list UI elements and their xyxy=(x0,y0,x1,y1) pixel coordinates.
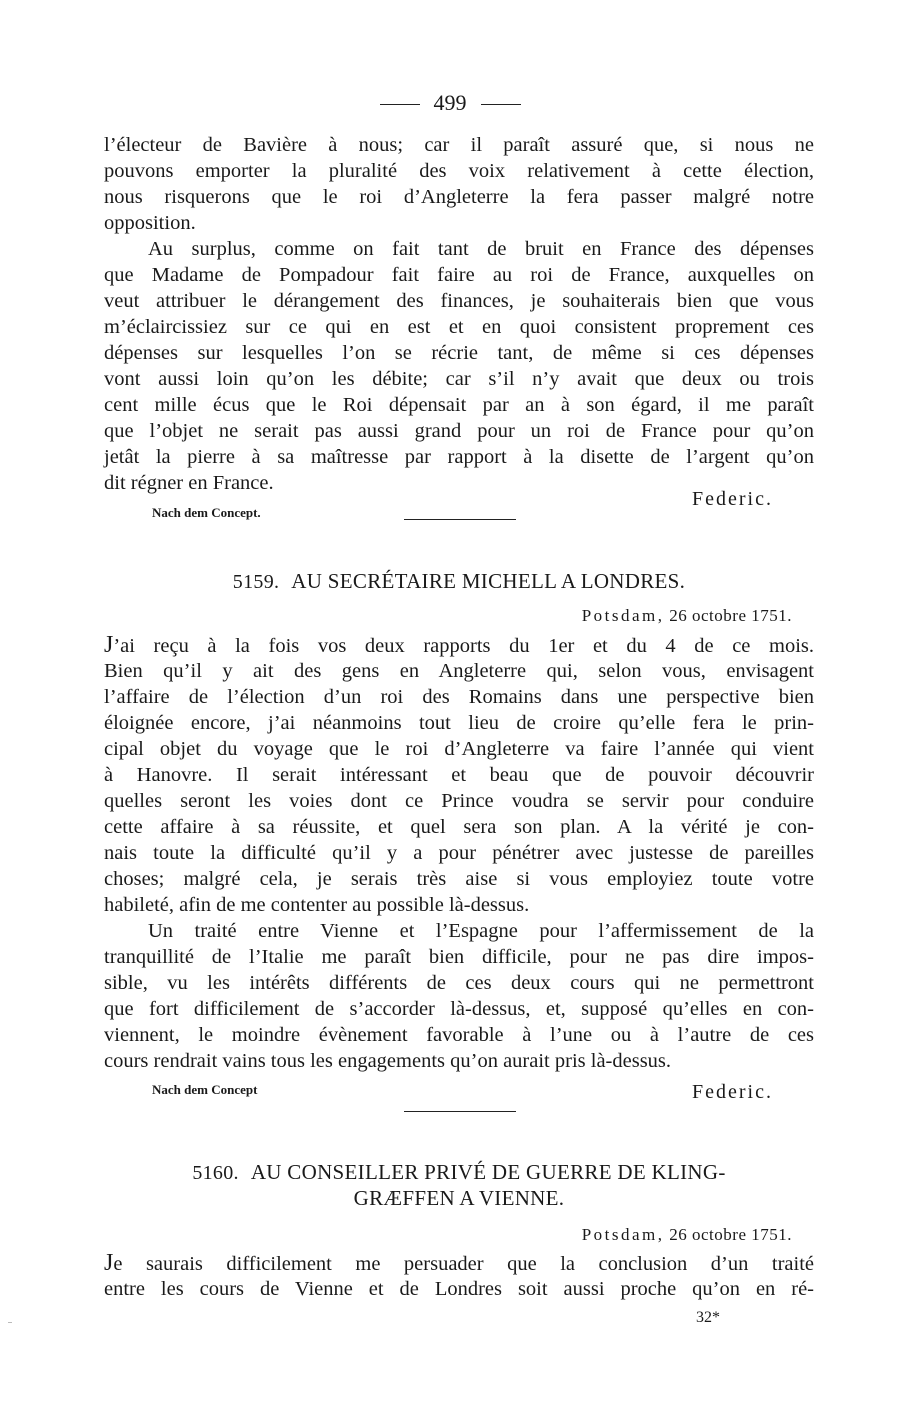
text-line: cours rendrait vains tous les engagements qu’on aurait pris là-dessus. xyxy=(104,1050,672,1072)
text-line: vont aussi loin qu’on les débite; car s’il n’y avait que deux ou trois xyxy=(104,368,814,390)
letter-title: AU SECRÉTAIRE MICHELL A LONDRES. xyxy=(291,569,686,593)
text-line: entre les cours de Vienne et de Londres soit aussi proche qu’on en ré- xyxy=(104,1278,814,1300)
text-line: J’ai reçu à la fois vos deux rapports du 1er et du 4 de ce mois. xyxy=(104,632,814,658)
text-line: m’éclaircissiez sur ce qui en est et en quoi consistent proprement ces xyxy=(104,316,814,338)
text-line: Bien qu’il y ait des gens en Angleterre qui, selon vous, envisagent xyxy=(104,660,814,682)
text-line: dépenses sur lesquelles l’on se récrie tant, de même si ces dépenses xyxy=(104,342,814,364)
sheet-signature: 32* xyxy=(696,1309,720,1326)
text-line: Je saurais difficilement me persuader que la conclusion d’un traité xyxy=(104,1250,814,1276)
drop-initial: J xyxy=(104,632,114,658)
letter-number: 5160. xyxy=(192,1162,239,1184)
header-dash-left xyxy=(380,104,420,105)
text-line: cipal objet du voyage que le roi d’Angleterre va faire l’année qui vient xyxy=(104,738,814,760)
text-line: à Hanovre. Il serait intéressant et beau que de pouvoir découvrir xyxy=(104,764,814,786)
letter-title-line1: AU CONSEILLER PRIVÉ DE GUERRE DE KLING- xyxy=(250,1160,726,1184)
text-line: veut attribuer le dérangement des finances, je souhaiterais bien que vous xyxy=(104,290,814,312)
text-line: que fort difficilement de s’accorder là-dessus, et, supposé qu’elles en con- xyxy=(104,998,814,1020)
drop-initial: J xyxy=(104,1250,114,1276)
text-line: Un traité entre Vienne et l’Espagne pour l’affermissement de la xyxy=(148,920,814,942)
text-line: cent mille écus que le Roi dépensait par an à son égard, il me paraît xyxy=(104,394,814,416)
letter-5159-heading xyxy=(104,567,814,596)
section-divider xyxy=(404,1111,516,1112)
text-line: nais toute la difficulté qu’il y a pour pénétrer avec justesse de pareilles xyxy=(104,842,814,864)
text-line: éloignée encore, j’ai néanmoins tout lieu de croire qu’elle fera le prin- xyxy=(104,712,814,734)
letter-5159-dateline xyxy=(582,605,792,627)
section-divider xyxy=(404,519,516,520)
text-line: dit régner en France. xyxy=(104,472,274,494)
text-line: l’affaire de l’élection d’un roi des Romains dans une perspective bien xyxy=(104,686,814,708)
letter-5159-body xyxy=(104,632,814,1074)
margin-mark xyxy=(8,1322,12,1323)
letter-5160-heading-cont xyxy=(104,1184,814,1212)
letter-number: 5159. xyxy=(232,571,280,593)
dateline-place: Potsdam, xyxy=(581,606,665,625)
text-line: nous risquerons que le roi d’Angleterre la fera passer malgré notre xyxy=(104,186,814,208)
text-line: viennent, le moindre évènement favorable à l’une ou à l’autre de ces xyxy=(104,1024,814,1046)
dateline-date: 26 octobre 1751. xyxy=(669,1225,792,1244)
signature-federic: Federic. xyxy=(692,1081,773,1103)
letter-5160-heading xyxy=(104,1158,814,1187)
signature-federic: Federic. xyxy=(692,488,773,510)
dateline-place: Potsdam, xyxy=(581,1225,665,1244)
header-dash-right xyxy=(481,104,521,105)
text-line: choses; malgré cela, je serais très aise si vous employiez toute votre xyxy=(104,868,814,890)
letter-title-line2: GRÆFFEN A VIENNE. xyxy=(353,1186,565,1210)
source-note: Nach dem Concept. xyxy=(152,505,261,520)
text-line: cette affaire à sa réussite, et quel sera son plan. A la vérité je con- xyxy=(104,816,814,838)
source-note: Nach dem Concept xyxy=(152,1082,258,1097)
text-line: jetât la pierre à sa maîtresse par rapport à la disette de l’argent qu’on xyxy=(104,446,814,468)
letter-5160-dateline xyxy=(582,1224,792,1246)
previous-letter-continuation xyxy=(104,132,814,496)
text-line: sible, vu les intérêts différents de ces deux cours qui ne permettront xyxy=(104,972,814,994)
dateline-date: 26 octobre 1751. xyxy=(669,606,792,625)
text-line: pouvons emporter la pluralité des voix relativement à cette élection, xyxy=(104,160,814,182)
page-number: 499 xyxy=(433,90,467,115)
text-line: opposition. xyxy=(104,212,196,234)
text-line: tranquillité de l’Italie me paraît bien difficile, pour ne pas dire impos- xyxy=(104,946,814,968)
text-line: que Madame de Pompadour fait faire au roi de France, auxquelles on xyxy=(104,264,814,286)
text-line: quelles seront les voies dont ce Prince voudra se servir pour conduire xyxy=(104,790,814,812)
letter-5160-body xyxy=(104,1250,814,1302)
text-line: que l’objet ne serait pas aussi grand pour un roi de France pour qu’on xyxy=(104,420,814,442)
text-line: habileté, afin de me contenter au possible là-dessus. xyxy=(104,894,530,916)
text-line: Au surplus, comme on fait tant de bruit en France des dépenses xyxy=(148,238,814,260)
page-header xyxy=(0,88,900,118)
text-line: l’électeur de Bavière à nous; car il paraît assuré que, si nous ne xyxy=(104,134,814,156)
